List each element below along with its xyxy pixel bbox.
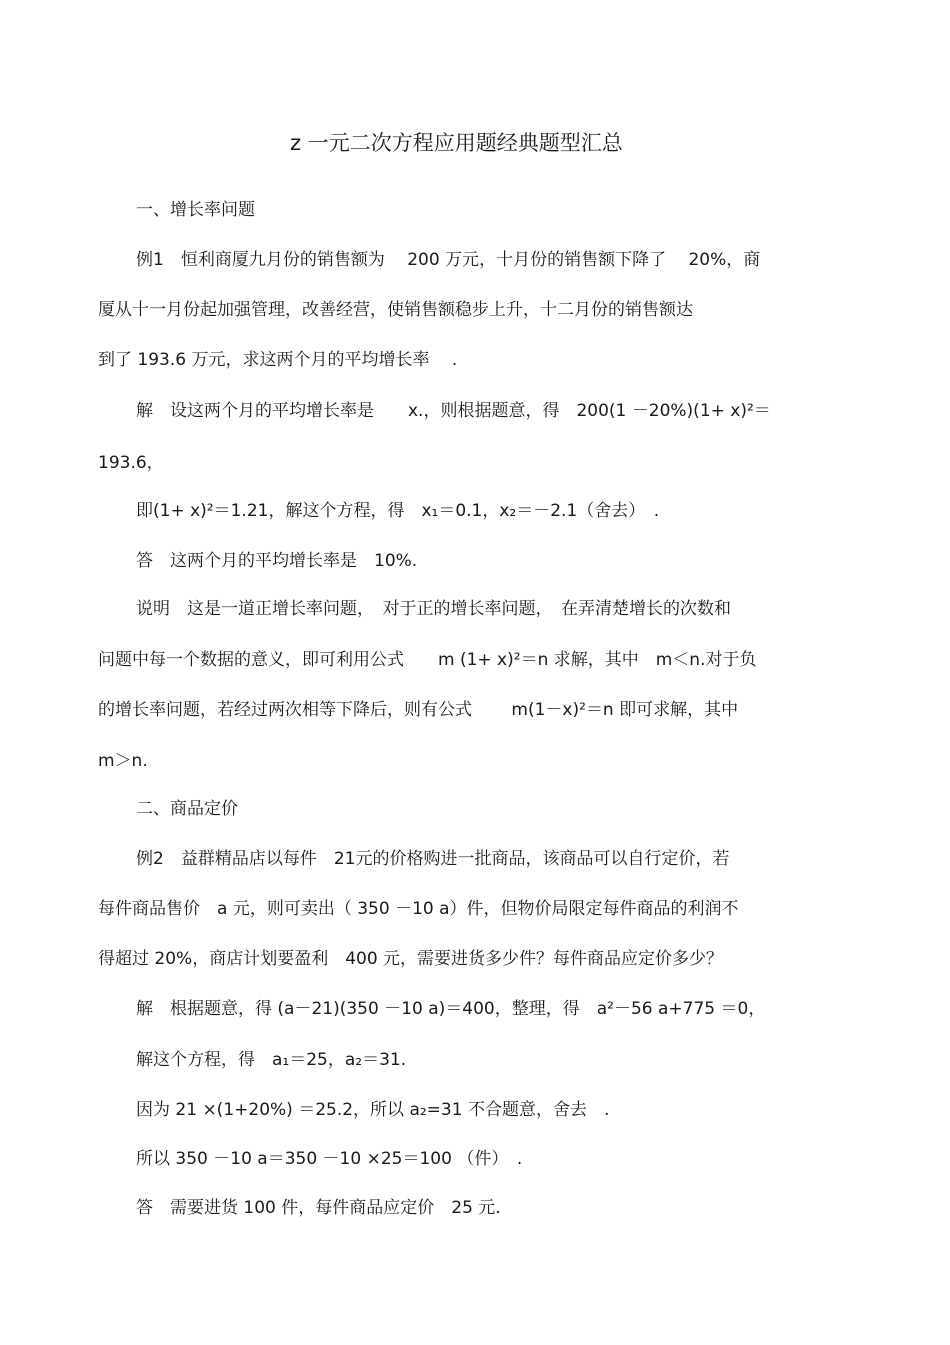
- section-heading: 二、商品定价: [136, 799, 238, 819]
- text-line: 193.6，: [98, 453, 164, 473]
- text-line: 即(1+ x)²＝1.21，解这个方程，得 x₁＝0.1，x₂＝－2.1（舍去） .: [136, 501, 660, 521]
- text-line: 因为 21 ×(1+20%) ＝25.2，所以 a₂=31 不合题意，舍去 .: [136, 1100, 610, 1120]
- text-line: 例1 恒利商厦九月份的销售额为 200 万元，十月份的销售额下降了 20%，商: [136, 250, 761, 270]
- text-line: 解 设这两个月的平均增长率是 x.，则根据题意，得 200(1 －20%)(1+ x)²＝: [136, 401, 771, 421]
- text-line: 到了 193.6 万元，求这两个月的平均增长率 .: [98, 350, 458, 370]
- text-line: 解 根据题意，得 (a－21)(350 －10 a)＝400，整理，得 a²－56 a+775 ＝0，: [136, 999, 766, 1019]
- text-line: 的增长率问题，若经过两次相等下降后，则有公式 m(1－x)²＝n 即可求解，其中: [98, 700, 739, 720]
- text-line: 厦从十一月份起加强管理，改善经营，使销售额稳步上升，十二月份的销售额达: [98, 300, 693, 320]
- document-title: z 一元二次方程应用题经典题型汇总: [290, 131, 623, 155]
- text-line: 问题中每一个数据的意义，即可利用公式 m (1+ x)²＝n 求解，其中 m＜n.对于负: [98, 650, 757, 670]
- text-line: 得超过 20%，商店计划要盈利 400 元，需要进货多少件？每件商品应定价多少？: [98, 949, 724, 969]
- text-line: 说明 这是一道正增长率问题， 对于正的增长率问题， 在弄清楚增长的次数和: [136, 599, 731, 619]
- text-line: 所以 350 －10 a＝350 －10 ×25＝100 （件） .: [136, 1149, 523, 1169]
- text-line: m＞n.: [98, 751, 148, 771]
- text-line: 例2 益群精品店以每件 21元的价格购进一批商品，该商品可以自行定价，若: [136, 849, 730, 869]
- text-line: 每件商品售价 a 元，则可卖出（ 350 －10 a）件，但物价局限定每件商品的利润不: [98, 899, 739, 919]
- text-line: 答 这两个月的平均增长率是 10%.: [136, 551, 418, 571]
- section-heading: 一、增长率问题: [136, 200, 255, 220]
- text-line: 答 需要进货 100 件，每件商品应定价 25 元.: [136, 1198, 501, 1218]
- text-line: 解这个方程，得 a₁＝25，a₂＝31.: [136, 1050, 407, 1070]
